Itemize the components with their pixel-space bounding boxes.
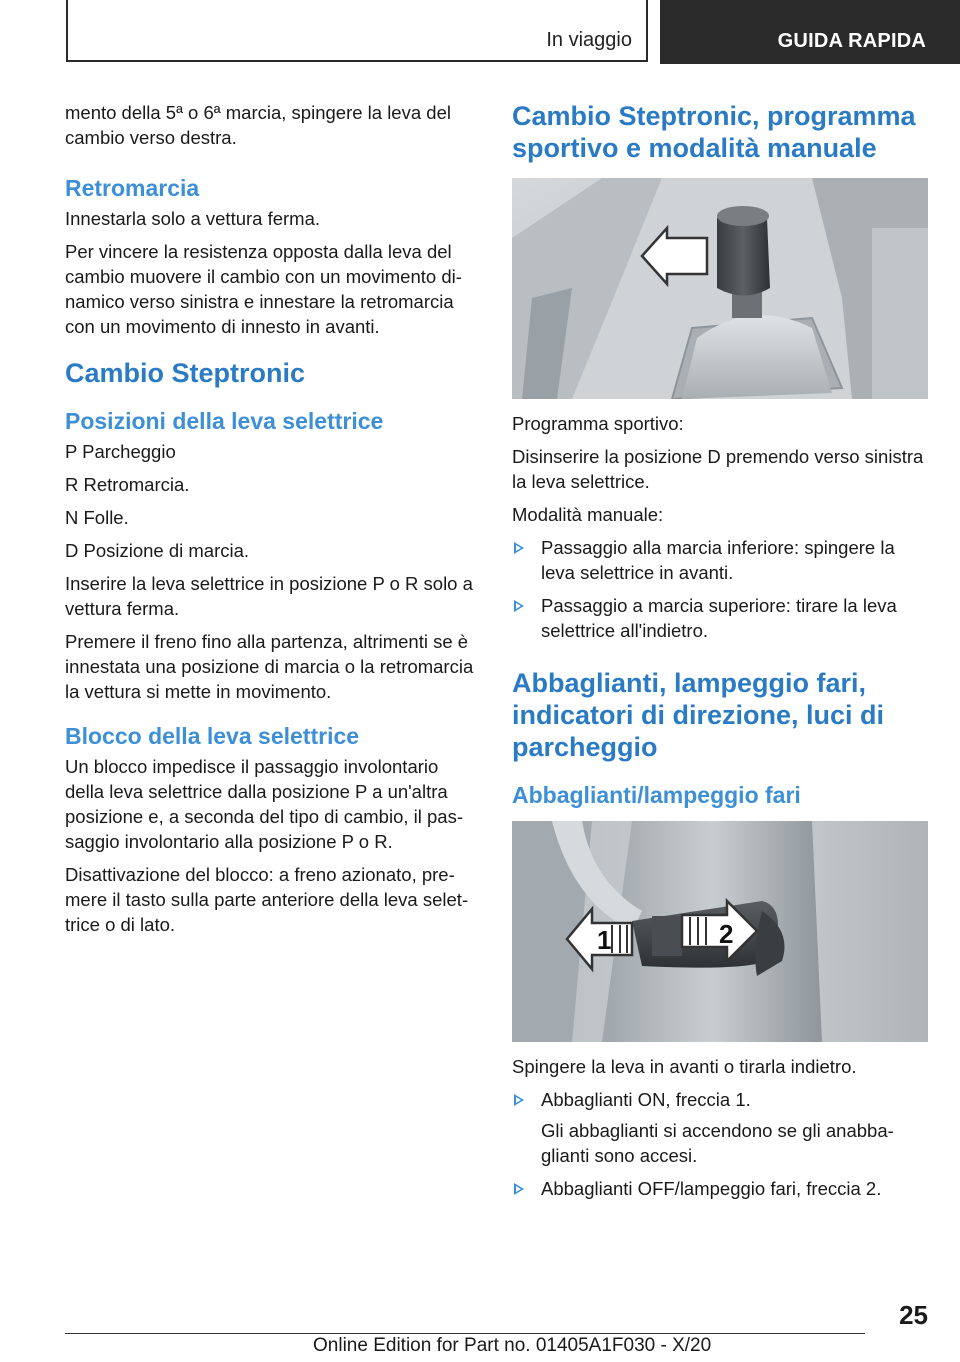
gear-lever-illustration — [512, 178, 928, 399]
list-item — [512, 1176, 930, 1201]
list-item-text: Abbaglianti ON, freccia 1. — [541, 1089, 751, 1110]
retromarcia-heading: Retromarcia — [65, 175, 200, 201]
arrow-1-label: 1 — [597, 925, 612, 955]
list-item-text: Abbaglianti OFF/lampeggio fari, freccia 2. — [541, 1178, 882, 1199]
header-chapter-tab — [660, 0, 960, 64]
list-item-text: Passaggio a marcia superiore: tirare la leva selettrice all'indietro. — [541, 595, 897, 641]
position-n: N Folle. — [65, 507, 129, 528]
sportivo-heading: Cambio Steptronic, programma sportivo e modalità manuale — [512, 101, 916, 163]
intro-paragraph: mento della 5ª o 6ª marcia, spingere la leva del cambio verso destra. — [65, 102, 451, 148]
manual-mode-list — [512, 535, 930, 643]
header-chapter-label: GUIDA RAPIDA — [777, 30, 926, 52]
steptronic-paragraph-1: Inserire la leva selettrice in posizione P o R solo a vettura ferma. — [65, 573, 473, 619]
arrow-2-label: 2 — [719, 919, 734, 949]
list-item — [512, 593, 930, 643]
header-section-box — [66, 0, 648, 62]
position-d: D Posizione di marcia. — [65, 540, 250, 561]
footer-edition: Online Edition for Part no. 01405A1F030 - X/20 — [313, 1335, 712, 1356]
list-item — [512, 535, 930, 585]
right-column — [512, 100, 930, 1209]
header-section-title: In viaggio — [546, 29, 632, 51]
retromarcia-paragraph-2: Per vincere la resistenza opposta dalla leva del cambio muovere il cambio con un movimento dinamico verso sinistra e innestare la retromarcia con un movimento di innesto in avanti. — [65, 241, 462, 337]
retromarcia-paragraph-1: Innestarla solo a vettura ferma. — [65, 208, 321, 229]
page-number: 25 — [899, 1300, 928, 1330]
list-item — [512, 1087, 930, 1168]
blocco-paragraph-1: Un blocco impedisce il passaggio involontario della leva selettrice dalla posizione P a un'altra posizione e, a seconda del tipo di cambio, il passaggio involontario alla posizione P o R. — [65, 756, 463, 852]
sportivo-paragraph-3: Modalità manuale: — [512, 504, 664, 525]
bullet-triangle-icon — [514, 542, 524, 554]
steptronic-paragraph-2: Premere il freno fino alla partenza, altrimenti se è innestata una posizione di marcia o la retromarcia la vettura si mette in movimento. — [65, 631, 474, 702]
list-item-subtext: Gli abbaglianti si accendono se gli anabbaglianti sono accesi. — [541, 1120, 894, 1166]
bullet-triangle-icon — [514, 600, 524, 612]
high-beam-list — [512, 1087, 930, 1201]
abbaglianti-heading: Abbaglianti, lampeggio fari, indicatori di direzione, luci di parcheggio — [512, 668, 885, 762]
bullet-triangle-icon — [514, 1094, 524, 1106]
footer-divider — [65, 1333, 865, 1334]
list-item-text: Passaggio alla marcia inferiore: spingere la leva selettrice in avanti. — [541, 537, 895, 583]
light-stalk-illustration — [512, 821, 928, 1042]
abbaglianti-paragraph-1: Spingere la leva in avanti o tirarla indietro. — [512, 1056, 857, 1077]
abbaglianti-subheading: Abbaglianti/lampeggio fari — [512, 782, 801, 808]
steptronic-heading: Cambio Steptronic — [65, 358, 306, 388]
blocco-heading: Blocco della leva selettrice — [65, 723, 360, 749]
position-r: R Retromarcia. — [65, 474, 190, 495]
sportivo-paragraph-2: Disinserire la posizione D premendo verso sinistra la leva selettrice. — [512, 446, 924, 492]
sportivo-paragraph-1: Programma sportivo: — [512, 413, 684, 434]
posizioni-heading: Posizioni della leva selettrice — [65, 408, 384, 434]
left-column — [65, 100, 480, 945]
bullet-triangle-icon — [514, 1183, 524, 1195]
blocco-paragraph-2: Disattivazione del blocco: a freno azionato, premere il tasto sulla parte anteriore della leva selettrice o di lato. — [65, 864, 469, 935]
position-p: P Parcheggio — [65, 441, 176, 462]
